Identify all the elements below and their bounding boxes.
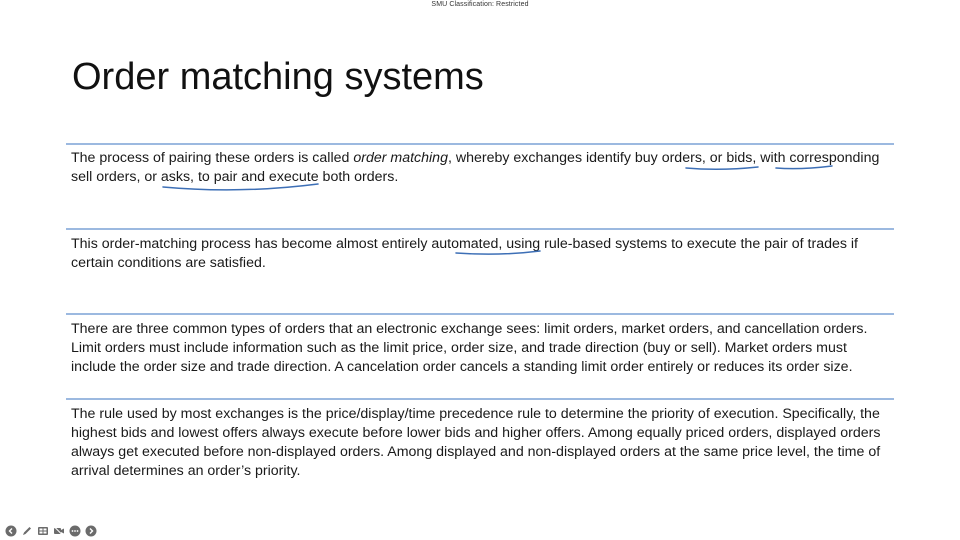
next-icon[interactable] — [84, 525, 97, 538]
paragraph-text: , whereby exchanges identify buy orders, or bids, with corresponding sell orders, or asks, to pair and execute both orders. — [71, 150, 880, 185]
more-icon[interactable] — [68, 525, 81, 538]
paragraph-automation: This order-matching process has become almost entirely automated, using rule-based systems to execute the pair of trades if certain conditions are satisfied. — [71, 236, 858, 271]
emphasis-term: order matching — [353, 150, 448, 166]
classification-label: SMU Classification: Restricted — [431, 1, 529, 8]
divider — [66, 398, 894, 400]
paragraph-order-types: There are three common types of orders that an electronic exchange sees: limit orders, market orders, and cancellation orders. Limit orders must include information such as the limit price, order size, and trade direction (buy or sell). Market orders must include the order size and trade direction. A cancelation order cancels a standing limit order entirely or reduces its order size. — [71, 321, 868, 375]
divider — [66, 313, 894, 315]
divider — [66, 143, 894, 145]
camera-off-icon[interactable] — [52, 525, 65, 538]
pen-icon[interactable] — [20, 525, 33, 538]
presenter-toolbar — [4, 523, 97, 539]
previous-icon[interactable] — [4, 525, 17, 538]
slide-title: Order matching systems — [72, 56, 484, 98]
paragraph-text: The process of pairing these orders is called — [71, 150, 354, 166]
paragraph-precedence-rule: The rule used by most exchanges is the price/display/time precedence rule to determine the priority of execution. Specifically, the highest bids and lowest offers always execute before lower bids and higher offers. Among equally priced orders, displayed orders always get executed before non-displayed orders. Among displayed and non-displayed orders at the same price level, the time of arrival determines an order’s priority. — [71, 406, 881, 479]
slides-icon[interactable] — [36, 525, 49, 538]
paragraph-order-matching — [71, 149, 891, 187]
divider — [66, 228, 894, 230]
